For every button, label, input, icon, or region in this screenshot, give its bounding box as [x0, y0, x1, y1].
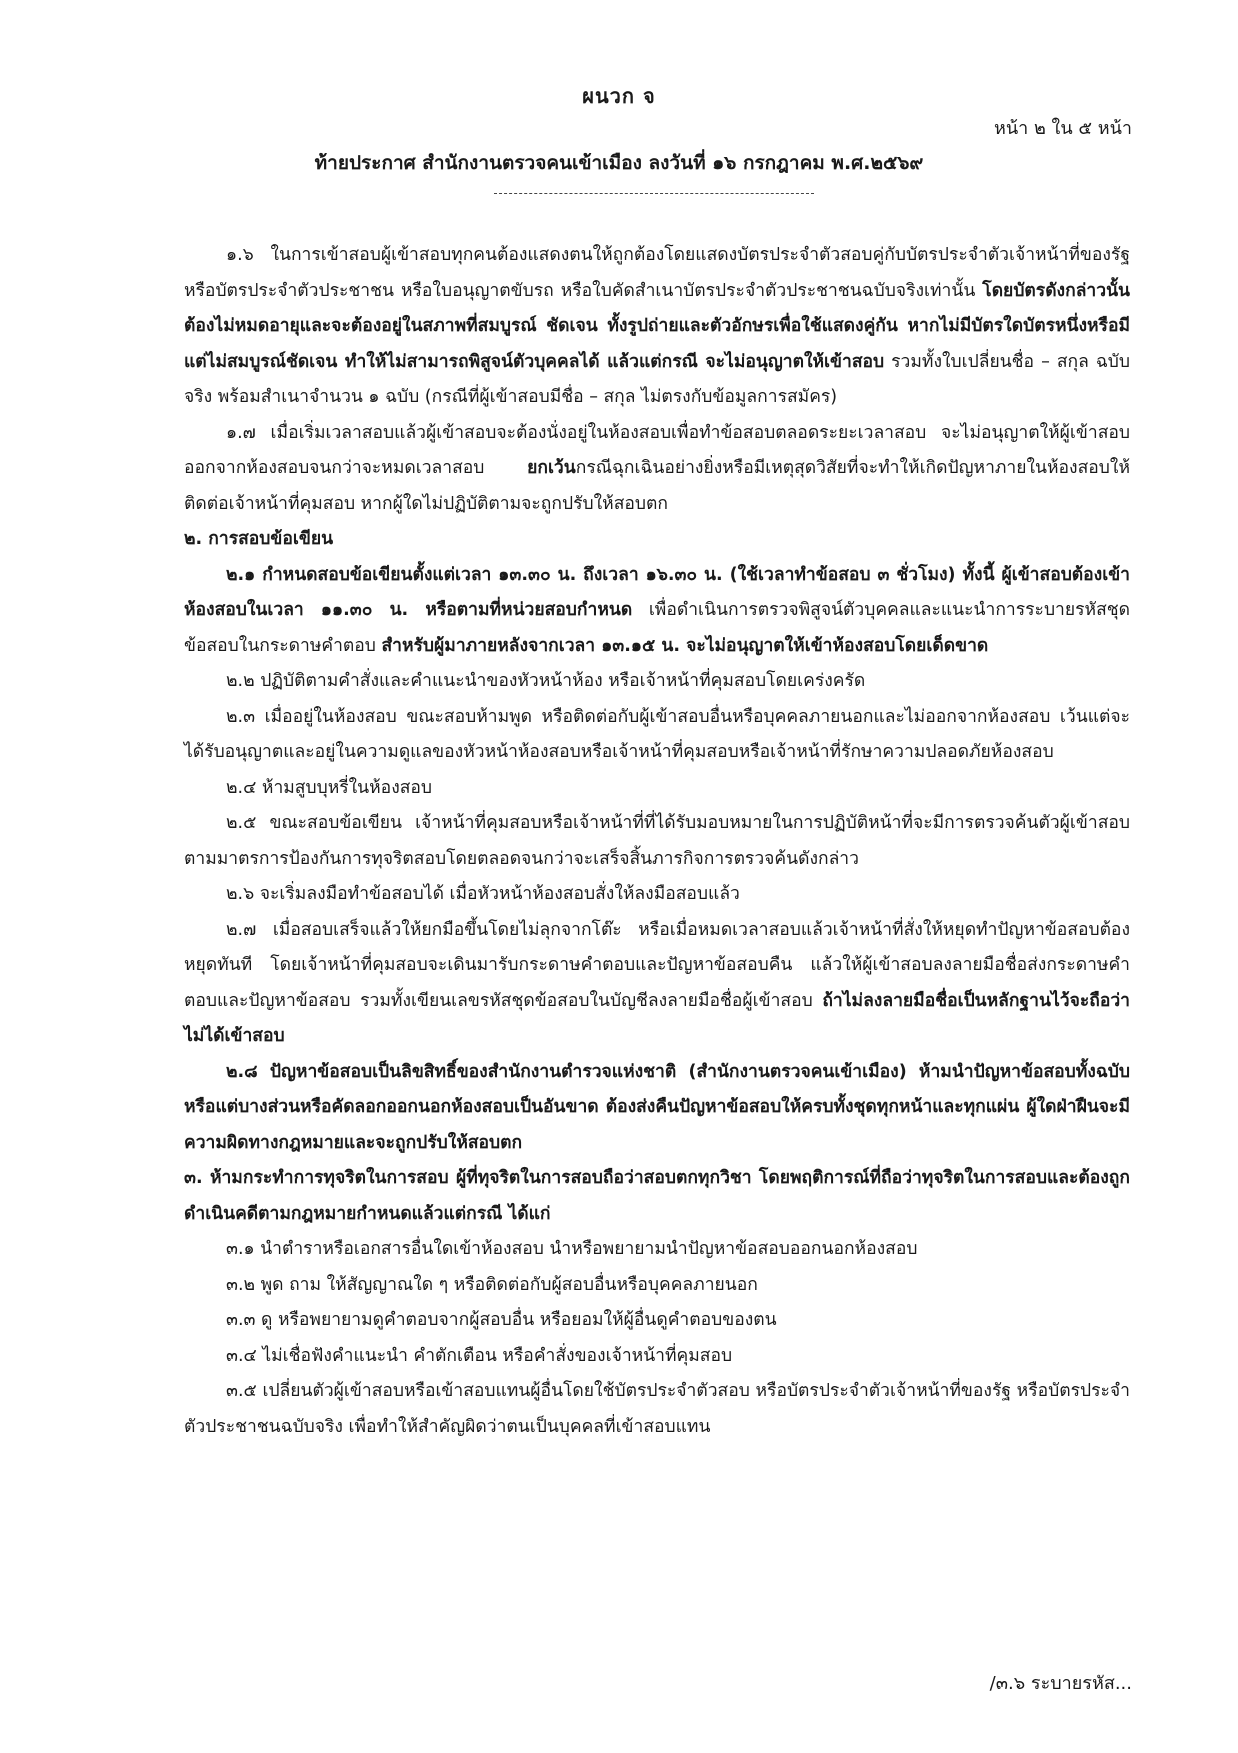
separator-line	[494, 193, 814, 194]
body-text: ๑.๖ ในการเข้าสอบผู้เข้าสอบทุกคนต้องแสดงตนให้ถูกต้องโดยแสดงบัตรประจำตัวสอบคู่กับบัตรประจำตัวเจ้าหน้าที่ของรัฐ หรือบัตรประจำตัวประชาชน หรือใบอนุญาตขับรถ หรือใบคัดสำเนาบัตรประจำตัวประชาชนฉบับจริงเท่านั้น	[184, 245, 1130, 301]
bold-text: ๓. ห้ามกระทำการทุจริตในการสอบ ผู้ที่ทุจริตในการสอบถือว่าสอบตกทุกวิชา โดยพฤติการณ์ที่ถือว่าทุจริตในการสอบและต้องถูกดำเนินคดีตามกฎหมายกำหนดแล้วแต่กรณี ได้แก่	[184, 1168, 1130, 1224]
bold-text: ยกเว้น	[527, 458, 576, 478]
continuation-marker: /๓.๖ ระบายรหัส...	[989, 1673, 1132, 1694]
paragraph-3	[184, 1161, 1130, 1232]
paragraph-2-3	[184, 700, 1130, 771]
body-text: ๓.๔ ไม่เชื่อฟังคำแนะนำ คำตักเตือน หรือคำสั่งของเจ้าหน้าที่คุมสอบ	[226, 1345, 733, 1366]
paragraph-2-1	[184, 558, 1130, 665]
paragraph-1-7	[184, 416, 1130, 523]
paragraph-2-7	[184, 913, 1130, 1055]
bold-text: สำหรับผู้มาภายหลังจากเวลา ๑๓.๑๕ น. จะไม่อนุญาตให้เข้าห้องสอบโดยเด็ดขาด	[381, 635, 989, 656]
bold-text: โดยบัตรดังกล่าวนั้นต้องไม่หมดอายุและจะต้องอยู่ในสภาพที่สมบูรณ์ ชัดเจน ทั้งรูปถ่ายและตัวอักษรเพื่อใช้แสดงคู่กัน หากไม่มีบัตรใดบัตรหนึ่งหรือมีแต่ไม่สมบูรณ์ชัดเจน ทำให้ไม่สามารถพิสูจน์ตัวบุคคลได้ แล้วแต่กรณี จะไม่อนุญาตให้เข้าสอบ	[184, 280, 1130, 372]
bold-text: ถ้าไม่ลงลายมือชื่อเป็นหลักฐานไว้จะถือว่าไม่ได้เข้าสอบ	[184, 990, 1130, 1046]
body-text: ๒.๔ ห้ามสูบบุหรี่ในห้องสอบ	[226, 777, 433, 798]
paragraph-3-2	[184, 1268, 1130, 1304]
bold-text: ๒.๘ ปัญหาข้อสอบเป็นลิขสิทธิ์ของสำนักงานตำรวจแห่งชาติ (สำนักงานตรวจคนเข้าเมือง) ห้ามนำปัญหาข้อสอบทั้งฉบับหรือแต่บางส่วนหรือคัดลอกออกนอกห้องสอบเป็นอันขาด ต้องส่งคืนปัญหาข้อสอบให้ครบทั้งชุดทุกหน้าและทุกแผ่น ผู้ใดฝ่าฝืนจะมีความผิดทางกฎหมายและจะถูกปรับให้สอบตก	[184, 1061, 1130, 1153]
page-number: หน้า ๒ ใน ๕ หน้า	[993, 118, 1132, 139]
paragraph-3-1	[184, 1232, 1130, 1268]
paragraph-3-5	[184, 1374, 1130, 1445]
paragraph-2-2	[184, 664, 1130, 700]
paragraph-2-6	[184, 877, 1130, 913]
paragraph-2-5	[184, 806, 1130, 877]
announcement-line: ท้ายประกาศ สำนักงานตรวจคนเข้าเมือง ลงวันที่ ๑๖ กรกฎาคม พ.ศ.๒๕๖๙	[314, 152, 924, 174]
body-text: ๒.๕ ขณะสอบข้อเขียน เจ้าหน้าที่คุมสอบหรือเจ้าหน้าที่ที่ได้รับมอบหมายในการปฏิบัติหน้าที่จะมีการตรวจค้นตัวผู้เข้าสอบตามมาตรการป้องกันการทุจริตสอบโดยตลอดจนกว่าจะเสร็จสิ้นภารกิจการตรวจค้นดังกล่าว	[184, 813, 1130, 869]
paragraph-3-4	[184, 1339, 1130, 1375]
paragraph-2	[184, 522, 1130, 558]
body-text: เพื่อดำเนินการตรวจพิสูจน์ตัวบุคคลและแนะนำการระบายรหัสชุดข้อสอบในกระดาษคำตอบ	[184, 600, 1130, 656]
body-text: ๒.๒ ปฏิบัติตามคำสั่งและคำแนะนำของหัวหน้าห้อง หรือเจ้าหน้าที่คุมสอบโดยเคร่งครัด	[226, 671, 866, 691]
body-text: ๒.๓ เมื่ออยู่ในห้องสอบ ขณะสอบห้ามพูด หรือติดต่อกับผู้เข้าสอบอื่นหรือบุคคลภายนอกและไม่ออกจากห้องสอบ เว้นแต่จะได้รับอนุญาตและอยู่ในความดูแลของหัวหน้าห้องสอบหรือเจ้าหน้าที่คุมสอบหรือเจ้าหน้าที่รักษาความปลอดภัยห้องสอบ	[184, 706, 1130, 762]
paragraph-1-6	[184, 238, 1130, 416]
body-text: กรณีฉุกเฉินอย่างยิ่งหรือมีเหตุสุดวิสัยที่จะทำให้เกิดปัญหาภายในห้องสอบให้ติดต่อเจ้าหน้าที่คุมสอบ หากผู้ใดไม่ปฏิบัติตามจะถูกปรับให้สอบตก	[184, 458, 1130, 514]
body-text: ๒.๗ เมื่อสอบเสร็จแล้วให้ยกมือขึ้นโดยไม่ลุกจากโต๊ะ หรือเมื่อหมดเวลาสอบแล้วเจ้าหน้าที่สั่งให้หยุดทำปัญหาข้อสอบต้องหยุดทันที โดยเจ้าหน้าที่คุมสอบจะเดินมารับกระดาษคำตอบและปัญหาข้อสอบคืน แล้วให้ผู้เข้าสอบลงลายมือชื่อส่งกระดาษคำตอบและปัญหาข้อสอบ รวมทั้งเขียนเลขรหัสชุดข้อสอบในบัญชีลงลายมือชื่อผู้เข้าสอบ	[184, 919, 1130, 1011]
body-text: ๓.๓ ดู หรือพยายามดูคำตอบจากผู้สอบอื่น หรือยอมให้ผู้อื่นดูคำตอบของตน	[226, 1310, 777, 1330]
body-text: ๒.๖ จะเริ่มลงมือทำข้อสอบได้ เมื่อหัวหน้าห้องสอบสั่งให้ลงมือสอบแล้ว	[226, 884, 740, 904]
document-body	[184, 238, 1130, 1445]
bold-text: ๒. การสอบข้อเขียน	[184, 529, 334, 549]
bold-text: ๒.๑ กำหนดสอบข้อเขียนตั้งแต่เวลา ๑๓.๓๐ น. ถึงเวลา ๑๖.๓๐ น. (ใช้เวลาทำข้อสอบ ๓ ชั่วโมง) ทั้งนี้ ผู้เข้าสอบต้องเข้าห้องสอบในเวลา ๑๑.๓๐ น. หรือตามที่หน่วยสอบกำหนด	[184, 564, 1130, 620]
paragraph-2-4	[184, 771, 1130, 807]
paragraph-2-8	[184, 1055, 1130, 1162]
body-text: ๓.๕ เปลี่ยนตัวผู้เข้าสอบหรือเข้าสอบแทนผู้อื่นโดยใช้บัตรประจำตัวสอบ หรือบัตรประจำตัวเจ้าหน้าที่ของรัฐ หรือบัตรประจำตัวประชาชนฉบับจริง เพื่อทำให้สำคัญผิดว่าตนเป็นบุคคลที่เข้าสอบแทน	[184, 1381, 1130, 1437]
body-text: รวมทั้งใบเปลี่ยนชื่อ – สกุล ฉบับจริง พร้อมสำเนาจำนวน ๑ ฉบับ (กรณีที่ผู้เข้าสอบมีชื่อ – สกุล ไม่ตรงกับข้อมูลการสมัคร)	[184, 351, 1130, 407]
appendix-title: ผนวก จ	[582, 84, 656, 108]
body-text: ๓.๒ พูด ถาม ให้สัญญาณใด ๆ หรือติดต่อกับผู้สอบอื่นหรือบุคคลภายนอก	[226, 1274, 758, 1295]
body-text: ๑.๗ เมื่อเริ่มเวลาสอบแล้วผู้เข้าสอบจะต้องนั่งอยู่ในห้องสอบเพื่อทำข้อสอบตลอดระยะเวลาสอบ จะไม่อนุญาตให้ผู้เข้าสอบออกจากห้องสอบจนกว่าจะหมดเวลาสอบ	[184, 422, 1130, 478]
paragraph-3-3	[184, 1303, 1130, 1339]
body-text: ๓.๑ นำตำราหรือเอกสารอื่นใดเข้าห้องสอบ นำหรือพยายามนำปัญหาข้อสอบออกนอกห้องสอบ	[226, 1239, 918, 1259]
